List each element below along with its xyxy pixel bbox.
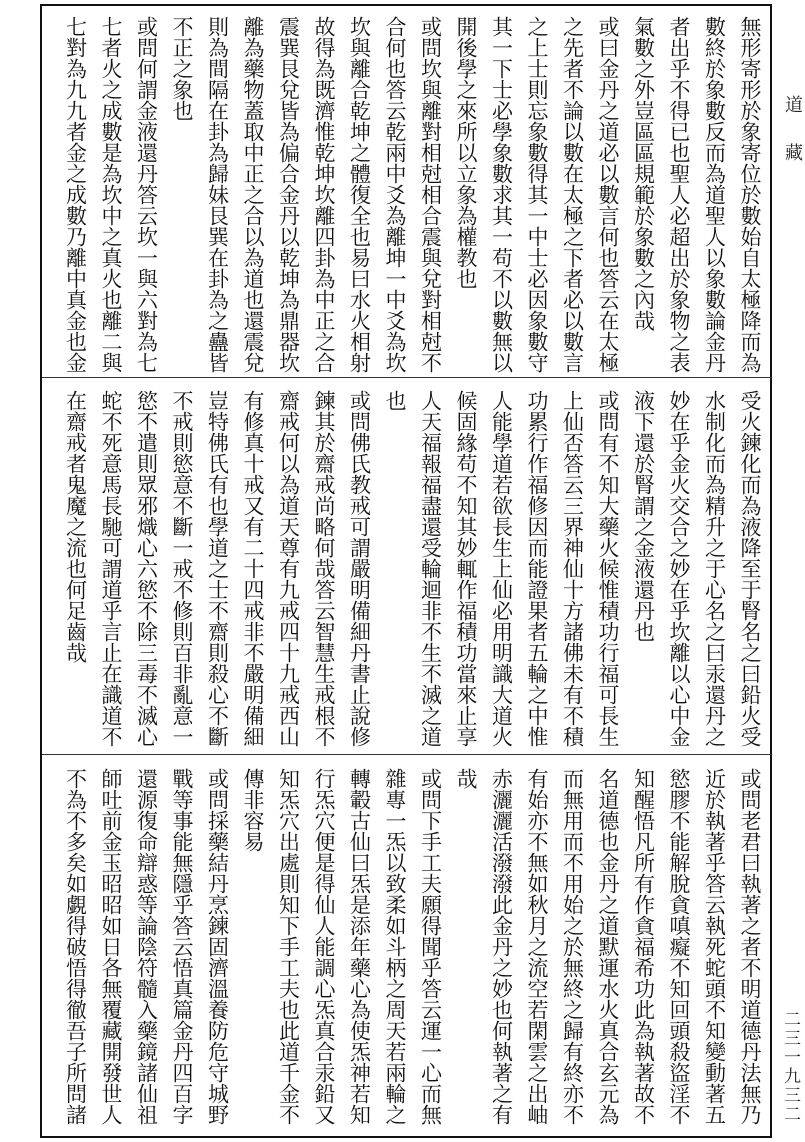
text-column: 也 xyxy=(383,390,407,411)
text-column: 功累行作福修因而能證果者五輪之中惟 xyxy=(525,390,549,747)
text-block-upper xyxy=(42,6,772,374)
text-column: 或問何謂金液還丹答云坎一與六對為七 xyxy=(134,16,159,373)
text-column: 名道德也金丹之道默運水火真合玄元為 xyxy=(596,768,620,1125)
text-column: 慾膠不能解脫貪嗔癡不知回頭殺盜淫不 xyxy=(667,768,691,1125)
text-column: 鍊其於齋戒尚略何哉答云智慧生戒根不 xyxy=(312,390,336,747)
block-divider xyxy=(42,754,772,755)
text-column: 候固緣苟不知其妙輒作福積功當來止享 xyxy=(454,390,478,747)
text-column: 豈特佛氏有也學道之士不齋則殺心不斷 xyxy=(205,390,230,747)
text-column: 而無用而不用始之於無終之歸有終亦不 xyxy=(560,768,585,1125)
text-column: 七者火之成數是為坎中之真火也離二與 xyxy=(99,16,123,373)
text-column: 之上士則忘象數得其一中士必因象數守 xyxy=(525,16,549,373)
text-column: 氣數之外豈區區規範於象數之內哉 xyxy=(631,16,656,331)
text-column: 液下還於腎謂之金液還丹也 xyxy=(631,390,656,642)
text-column: 數終於象數反而為道聖人以象數論金丹 xyxy=(702,16,727,373)
block-divider xyxy=(42,377,772,378)
text-column: 或問有不知大藥火候惟積功行福可長生 xyxy=(596,390,620,747)
text-column: 其一下士必學象數求其一苟不以數無以 xyxy=(489,16,514,373)
text-column: 故得為既濟惟乾坤坎離四卦為中正之合 xyxy=(312,16,336,373)
text-column: 者出乎不得已也聖人必超出於象物之表 xyxy=(667,16,691,373)
text-column: 水制化而為精升之于心名之曰汞還丹之 xyxy=(702,390,727,747)
text-column: 不正之象也 xyxy=(170,16,194,121)
text-column: 則為間隔在卦為歸妹艮巽在卦為之蠱皆 xyxy=(205,16,230,373)
text-column: 在齋戒者鬼魔之流也何足齒哉 xyxy=(63,390,88,663)
text-column: 合何也答云乾兩中爻為離坤一中爻為坎 xyxy=(383,16,407,373)
page-number: 二三一九三二 xyxy=(780,1010,800,1124)
margin-title: 道藏 xyxy=(782,95,803,191)
text-column: 不為不多矣如覷得破悟得徹吾子所問諸 xyxy=(63,768,88,1125)
text-column: 七對為九九者金之成數乃離中真金也金 xyxy=(63,16,88,373)
text-column: 近於執著乎答云執死蛇頭不知變動著五 xyxy=(702,768,727,1125)
text-column: 受火鍊化而為液降至于腎名之曰鉛火受 xyxy=(738,390,762,747)
text-column: 赤灑灑活潑潑此金丹之妙也何執著之有 xyxy=(489,768,514,1125)
text-column: 還源復命辯惑等論陰符髓入藥鏡諸仙祖 xyxy=(134,768,159,1125)
text-column: 或問採藥結丹烹鍊固濟溫養防危守城野 xyxy=(205,768,230,1125)
text-column: 有始亦不無如秋月之流空若閑雲之出岫 xyxy=(525,768,549,1125)
text-column: 知醒悟凡所有作貪福希功此為執著故不 xyxy=(631,768,656,1125)
text-column: 哉 xyxy=(454,768,478,789)
text-column: 人天福報福盡還受輪迴非不生不滅之道 xyxy=(418,390,443,747)
text-column: 人能學道若欲長生上仙必用明識大道火 xyxy=(489,390,514,747)
text-column: 傳非容易 xyxy=(241,768,265,852)
text-column: 坎與離合乾坤之體復全也易曰水火相射 xyxy=(347,16,372,373)
text-column: 上仙否答云三界神仙十方諸佛未有不積 xyxy=(560,390,585,747)
text-column: 或問下手工夫願得聞乎答云運一心而無 xyxy=(418,768,443,1125)
text-column: 離為藥物蓋取中正之合以為道也還震兌 xyxy=(241,16,265,373)
text-column: 無形寄形於象寄位於數始自太極降而為 xyxy=(738,16,762,373)
text-column: 妙在乎金火交合之妙在乎坎離以心中金 xyxy=(667,390,691,747)
text-column: 師吐前金玉昭昭如日各無覆藏開發世人 xyxy=(99,768,123,1125)
text-column: 齋戒何以為道天尊有九戒四十九戒西山 xyxy=(276,390,301,747)
text-column: 知炁穴出處則知下手工夫也此道千金不 xyxy=(276,768,301,1125)
text-column: 轉轂古仙曰炁是添年藥心為使炁神若知 xyxy=(347,768,372,1125)
text-column: 慾不遣則眾邪熾心六慾不除三毒不滅心 xyxy=(134,390,159,747)
text-column: 雜專一炁以致柔如斗柄之周天若兩輪之 xyxy=(383,768,407,1125)
text-column: 或曰金丹之道必以數言何也答云在太極 xyxy=(596,16,620,373)
text-column: 不戒則慾意不斷一戒不修則百非亂意一 xyxy=(170,390,194,747)
text-block-middle xyxy=(42,380,772,750)
text-column: 戰等事能無隱乎答云悟真篇金丹四百字 xyxy=(170,768,194,1125)
text-column: 蛇不死意馬長馳可謂道乎言止在識道不 xyxy=(99,390,123,747)
text-column: 之先者不論以數在太極之下者必以數言 xyxy=(560,16,585,373)
text-column: 行炁穴便是得仙人能調心炁真合汞鉛又 xyxy=(312,768,336,1125)
text-column: 震巽艮兌皆為偏合金丹以乾坤為鼎器坎 xyxy=(276,16,301,373)
text-column: 或問老君曰執著之者不明道德丹法無乃 xyxy=(738,768,762,1125)
text-block-lower xyxy=(42,758,772,1136)
text-column: 開後學之來所以立象為權教也 xyxy=(454,16,478,289)
text-column: 或問坎與離對相尅相合震與兌對相尅不 xyxy=(418,16,443,373)
text-column: 或問佛氏教戒可謂嚴明備細丹書止說修 xyxy=(347,390,372,747)
text-column: 有修真十戒又有二十四戒非不嚴明備細 xyxy=(241,390,265,747)
